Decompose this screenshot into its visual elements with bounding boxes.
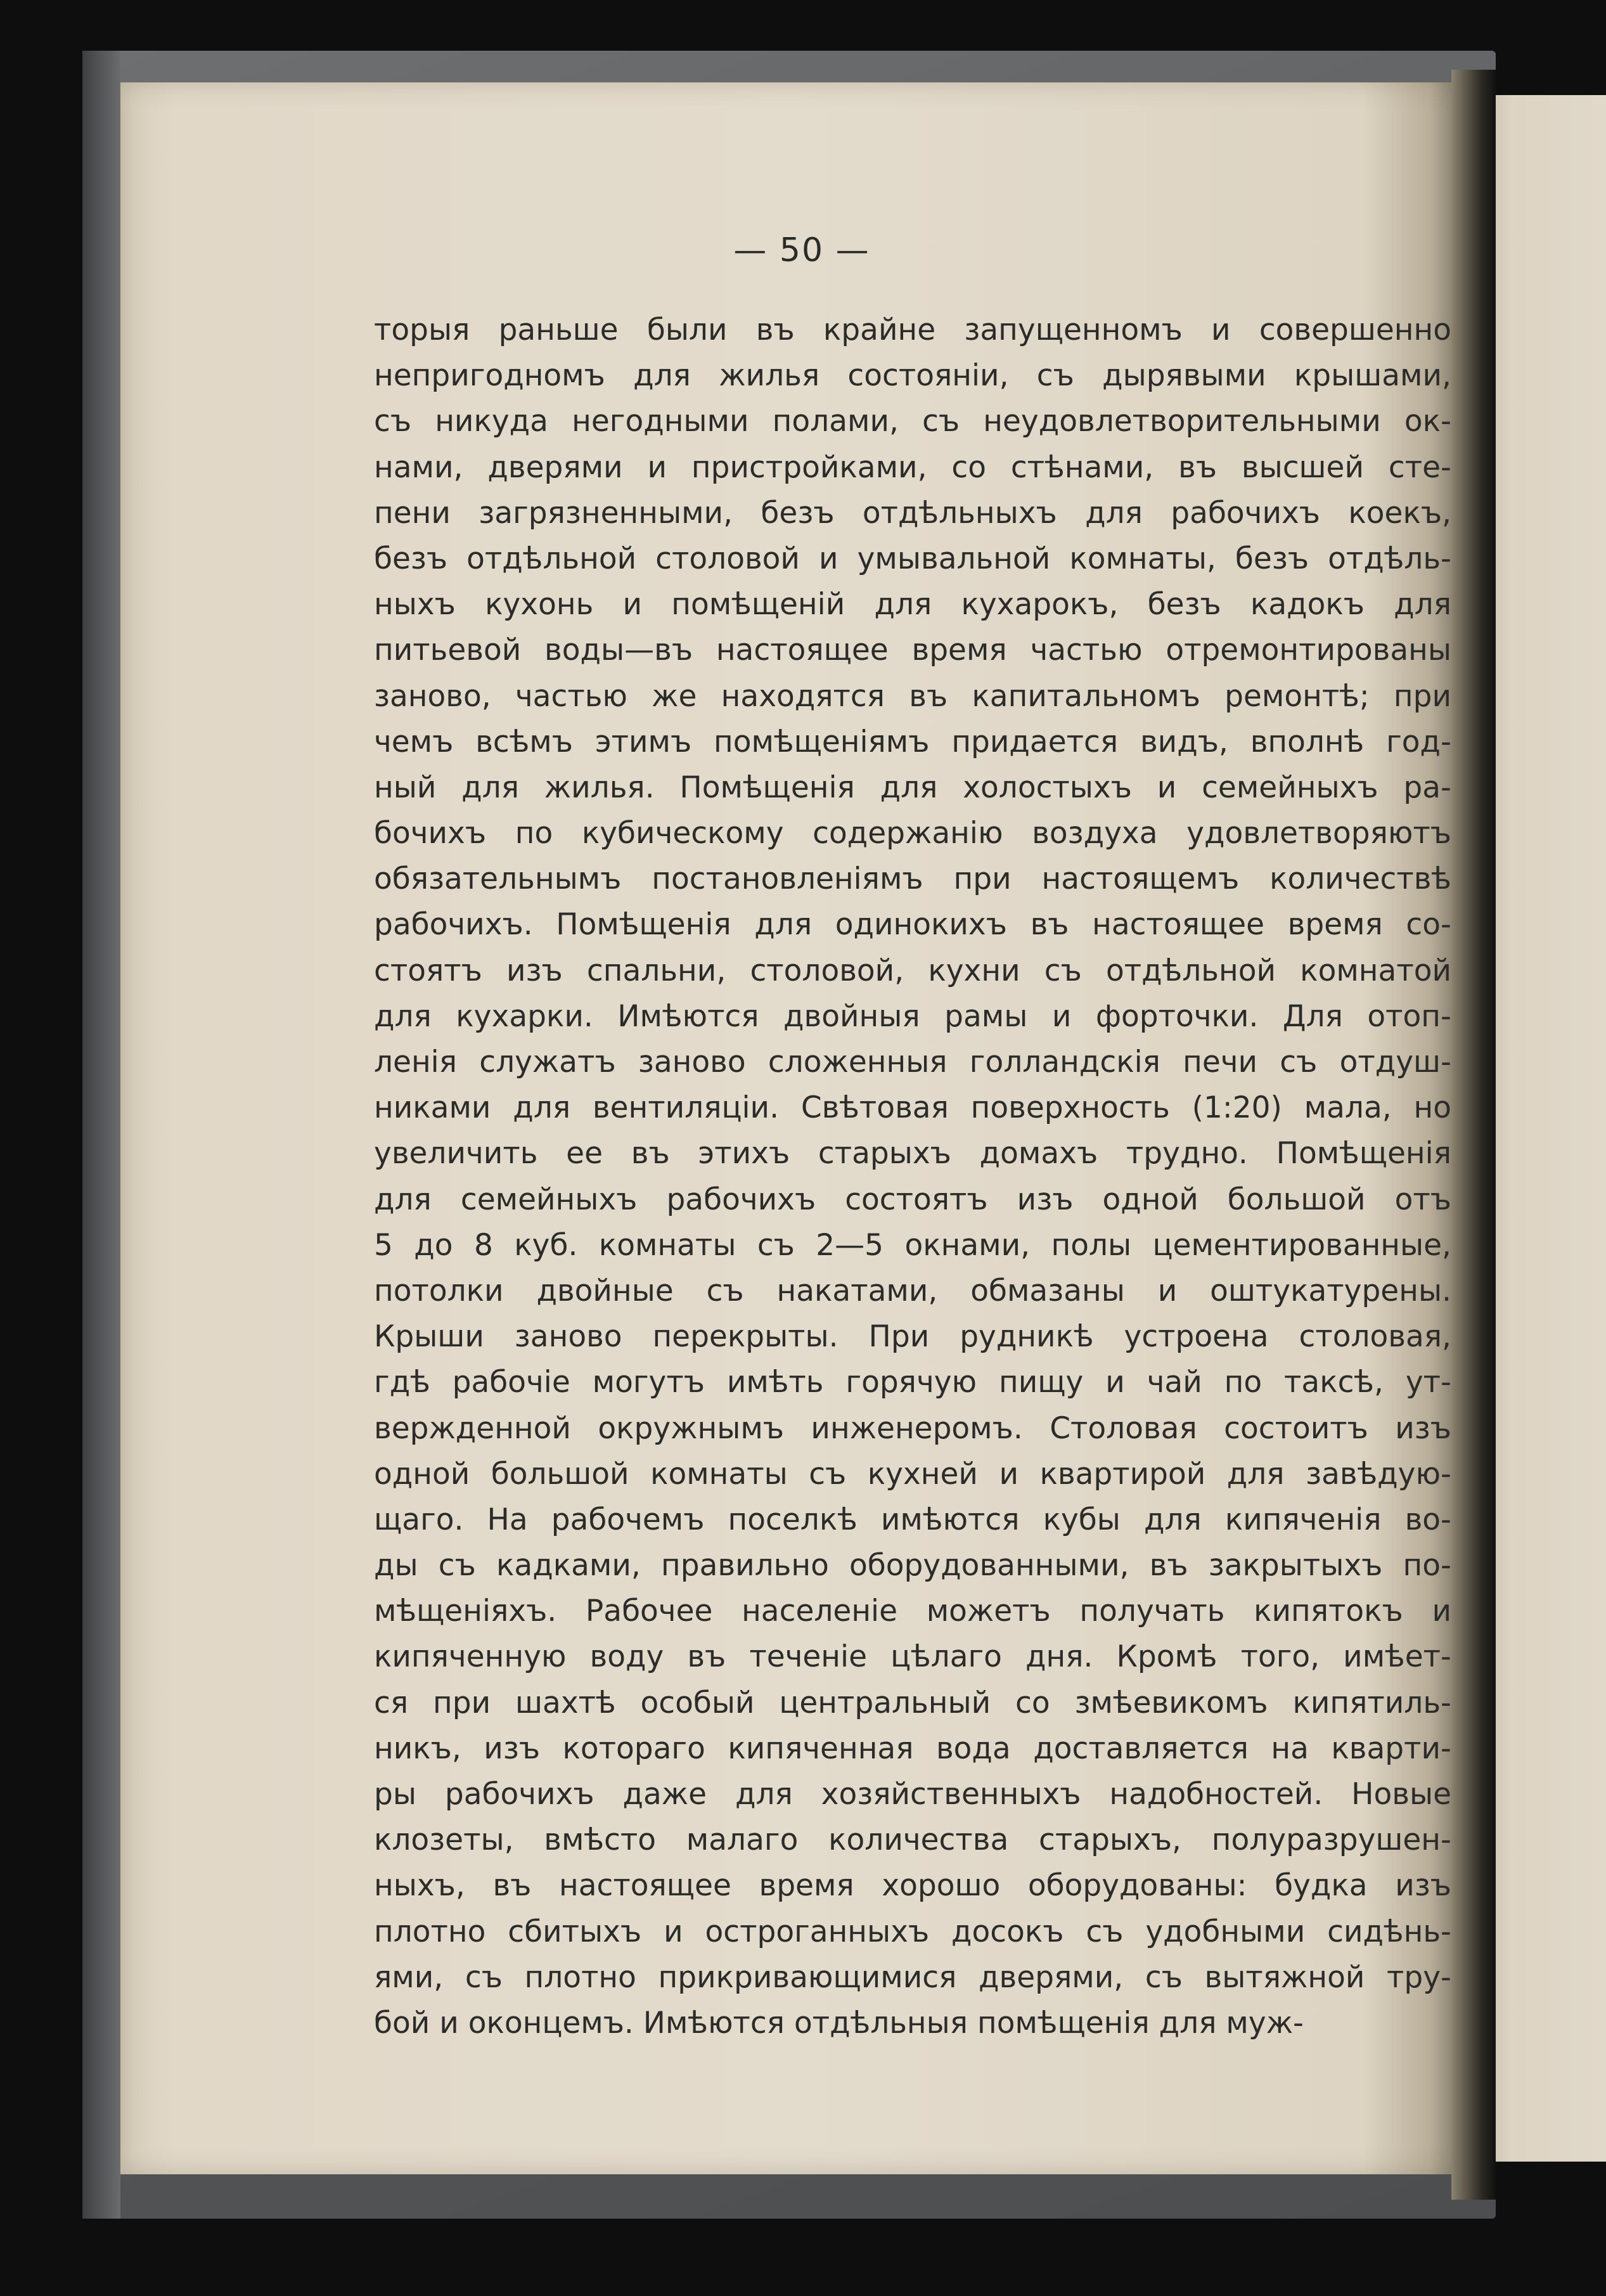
text-line: съ никуда негодными полами, съ неудовлетворительными ок- [374, 404, 1451, 439]
text-line: плотно сбитыхъ и остроганныхъ досокъ съ удобными сидѣнь- [374, 1914, 1451, 1949]
text-line: одной большой комнаты съ кухней и квартирой для завѣдую- [374, 1456, 1451, 1492]
text-line: заново, частью же находятся въ капитальномъ ремонтѣ; при [374, 678, 1451, 714]
text-line: Крыши заново перекрыты. При рудникѣ устроена столовая, [374, 1319, 1451, 1355]
book-cover-edge [82, 51, 120, 2219]
text-line: торыя раньше были въ крайне запущенномъ и совершенно [374, 313, 1451, 347]
text-line: безъ отдѣльной столовой и умывальной комнаты, безъ отдѣль- [374, 541, 1451, 576]
text-line: увеличить ее въ этихъ старыхъ домахъ трудно. Помѣщенiя [374, 1136, 1451, 1171]
text-line: щаго. На рабочемъ поселкѣ имѣются кубы для кипяченiя во- [374, 1502, 1451, 1537]
text-line: чемъ всѣмъ этимъ помѣщенiямъ придается видъ, вполнѣ год- [374, 724, 1451, 759]
text-line: питьевой воды—въ настоящее время частью отремонтированы [374, 633, 1451, 668]
text-line: никами для вентиляцiи. Свѣтовая поверхность (1:20) мала, но [374, 1090, 1451, 1126]
text-line: бой и оконцемъ. Имѣются отдѣльныя помѣщенiя для муж- [374, 2005, 1304, 2041]
text-line: рабочихъ. Помѣщенiя для одинокихъ въ настоящее время со- [374, 907, 1451, 943]
text-line: 5 до 8 куб. комнаты съ 2—5 окнами, полы цементированные, [374, 1227, 1451, 1263]
text-line: ныхъ, въ настоящее время хорошо оборудованы: будка изъ [374, 1868, 1451, 1904]
text-line: ный для жилья. Помѣщенiя для холостыхъ и семейныхъ ра- [374, 770, 1451, 805]
text-line: мѣщенiяхъ. Рабочее населенiе можетъ получать кипятокъ и [374, 1594, 1451, 1629]
page-number: — 50 — [733, 231, 870, 269]
text-line: нами, дверями и пристройками, со стѣнами, въ высшей сте- [374, 449, 1451, 485]
text-line: для семейныхъ рабочихъ состоятъ изъ одной большой отъ [374, 1182, 1451, 1217]
text-line: никъ, изъ котораго кипяченная вода доставляется на кварти- [374, 1731, 1451, 1766]
text-line: для кухарки. Имѣются двойныя рамы и форточки. Для отоп- [374, 998, 1451, 1034]
text-line: гдѣ рабочiе могутъ имѣть горячую пищу и чай по таксѣ, ут- [374, 1365, 1451, 1400]
text-line: бочихъ по кубическому содержанiю воздуха удовлетворяютъ [374, 816, 1451, 851]
text-line: ды съ кадками, правильно оборудованными, въ закрытыхъ по- [374, 1548, 1451, 1583]
text-line: стоятъ изъ спальни, столовой, кухни съ отдѣльной комнатой [374, 953, 1451, 988]
text-line: вержденной окружнымъ инженеромъ. Столовая состоитъ изъ [374, 1410, 1451, 1446]
right-page-edge [1489, 95, 1606, 2162]
text-line: кипяченную воду въ теченiе цѣлаго дня. Кромѣ того, имѣет- [374, 1639, 1451, 1675]
text-line: ся при шахтѣ особый центральный со змѣевикомъ кипятиль- [374, 1685, 1451, 1720]
text-line: ленiя служатъ заново сложенныя голландскiя печи съ отдуш- [374, 1045, 1451, 1080]
text-line: потолки двойные съ накатами, обмазаны и оштукатурены. [374, 1273, 1451, 1308]
text-line: ями, съ плотно прикривающимися дверями, съ вытяжной тру- [374, 1959, 1451, 1995]
book-gutter [1451, 70, 1496, 2200]
text-line: ныхъ кухонь и помѣщенiй для кухарокъ, безъ кадокъ для [374, 587, 1451, 622]
text-line: ры рабочихъ даже для хозяйственныхъ надобностей. Новые [374, 1777, 1451, 1812]
text-line: пени загрязненными, безъ отдѣльныхъ для рабочихъ коекъ, [374, 495, 1451, 531]
text-line: клозеты, вмѣсто малаго количества старыхъ, полуразрушен- [374, 1822, 1451, 1858]
text-line: непригодномъ для жилья состоянiи, съ дырявыми крышами, [374, 358, 1451, 394]
main-text-block [374, 307, 1451, 2046]
text-line: обязательнымъ постановленiямъ при настоящемъ количествѣ [374, 861, 1451, 897]
